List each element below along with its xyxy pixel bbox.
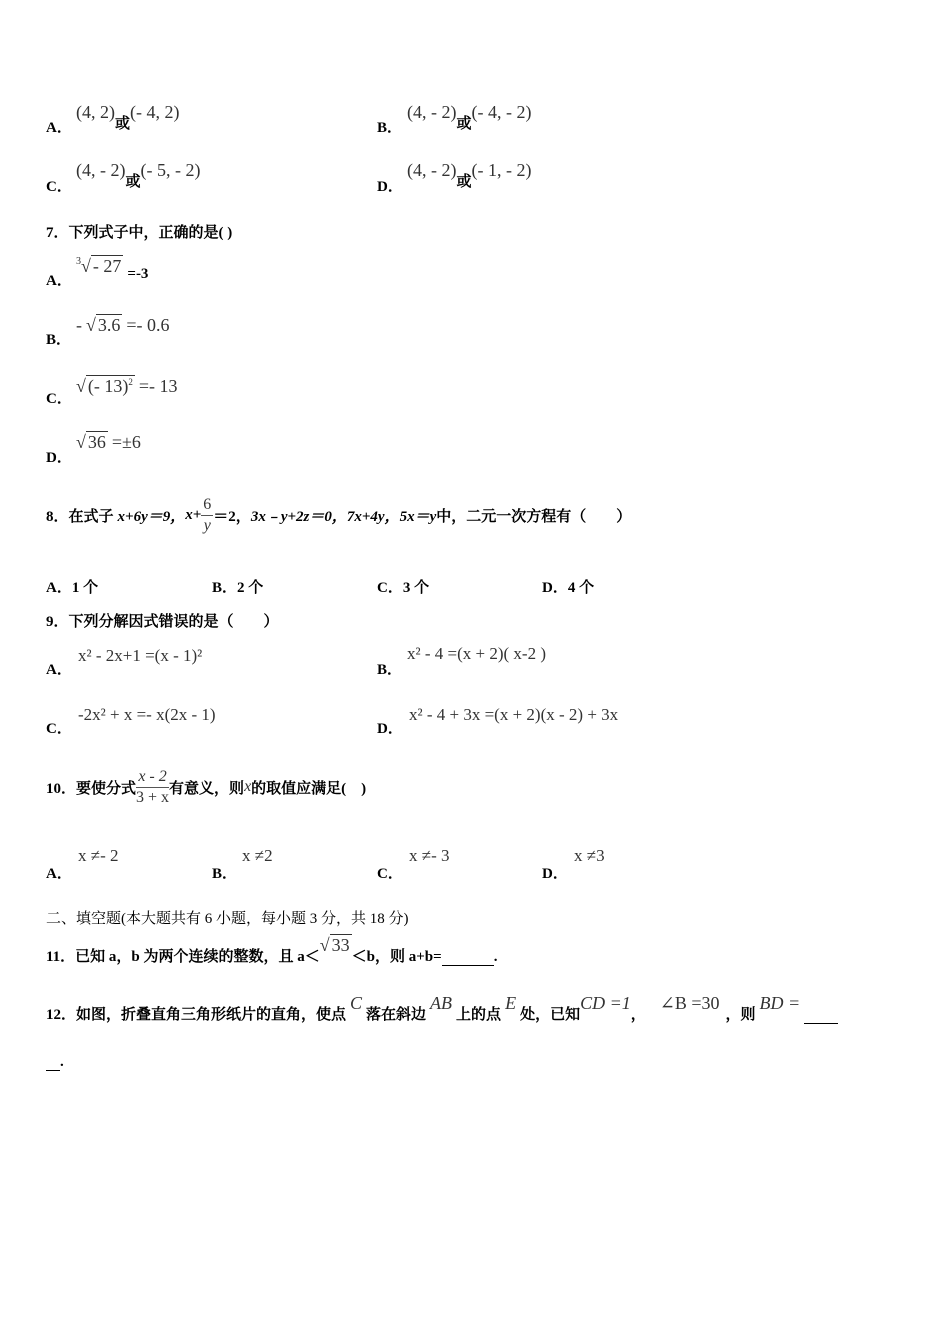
q8-e1: x+6y＝9， — [117, 508, 186, 525]
q6-c-point1: (4, - 2) — [76, 160, 126, 180]
q7-a-index: 3 — [76, 255, 81, 267]
q9-option-a-label: A． — [46, 662, 72, 678]
q10-pre: 10．要使分式 — [46, 780, 137, 797]
q11-stem: 11．已知 a，b 为两个连续的整数，且 a＜ √ 33 ＜b，则 a+b= . — [46, 935, 498, 965]
q7-option-b: - √ 3.6 =- 0.6 — [76, 315, 170, 335]
q8-frac-num: 6 — [201, 495, 213, 516]
q8-option-a: A．1 个 — [46, 580, 99, 596]
q7-stem: 7．下列式子中，正确的是( ) — [46, 225, 233, 241]
q7-c-radicand: (- 13) — [87, 376, 129, 396]
q7-option-c: √ (- 13)$^2$ =- 13 — [76, 376, 178, 396]
q8-frac-den: y — [203, 516, 211, 534]
q6-option-a-label: A． — [46, 120, 72, 136]
q12-end: . — [60, 1054, 64, 1070]
q10-mid: 有意义，则 — [169, 780, 245, 797]
q12-cond1: CD =1 — [580, 993, 631, 1013]
q12-t1: 落在斜边 — [366, 1007, 427, 1023]
q6-c-point2: (- 5, - 2) — [140, 160, 201, 180]
q8-num: 8．在式子 — [46, 508, 114, 525]
q7-b-rest: =- 0.6 — [126, 315, 170, 335]
q12-pre: 12．如图，折叠直角三角形纸片的直角，使点 — [46, 1007, 347, 1023]
q10-fraction — [136, 767, 169, 808]
q6-d-sep: 或 — [456, 174, 472, 190]
q8-fraction — [201, 495, 213, 536]
q7-d-rest: =±6 — [111, 432, 141, 452]
q12-stem — [46, 990, 838, 1024]
q12-comma2: ，则 — [725, 1007, 756, 1023]
q12-continuation — [46, 1054, 64, 1071]
q7-b-radicand: 3.6 — [97, 315, 121, 335]
q8-option-c: C．3 个 — [377, 580, 430, 596]
q10-option-c-expr: x ≠- 3 — [409, 846, 450, 865]
q9-option-c-expr: -2x² + x =- x(2x - 1) — [78, 705, 216, 724]
q6-c-sep: 或 — [125, 174, 141, 190]
q7-d-radicand: 36 — [87, 432, 106, 452]
section2-title: 二、填空题(本大题共有 6 小题，每小题 3 分，共 18 分) — [46, 911, 409, 927]
q6-option-d-label: D． — [377, 179, 403, 195]
q6-a-sep: 或 — [115, 116, 131, 132]
q10-option-a-label: A． — [46, 866, 72, 882]
q12-point-e: E — [505, 993, 517, 1013]
q7-c-rest: =- 13 — [138, 376, 178, 396]
q6-d-point1: (4, - 2) — [407, 160, 457, 180]
q8-tail: 中，二元一次方程有（ ） — [436, 508, 632, 525]
q7-c-sup: 2 — [128, 377, 133, 387]
q7-option-a: $^3$√ - 27 =-3 — [76, 255, 149, 282]
q10-option-d-label: D． — [542, 866, 568, 882]
q7-option-a-label: A． — [46, 273, 72, 289]
q12-point-c: C — [350, 993, 363, 1013]
q9-option-a-expr: x² - 2x+1 =(x - 1)² — [78, 646, 203, 665]
q6-option-b-label: B． — [377, 120, 403, 136]
q7-option-d: √ 36 =±6 — [76, 432, 141, 452]
q11-radicand: 33 — [331, 935, 350, 955]
q6-a-point2: (- 4, 2) — [130, 102, 180, 122]
q7-option-b-label: B． — [46, 332, 72, 348]
q6-option-c — [76, 160, 201, 190]
q12-ab: AB — [430, 993, 453, 1013]
q11-post: ＜b，则 a+b= — [351, 949, 442, 965]
q12-comma1: ， — [630, 1007, 646, 1023]
q10-option-b-label: B． — [212, 866, 238, 882]
q6-d-point2: (- 1, - 2) — [471, 160, 532, 180]
q8-e5: 5x＝y — [399, 508, 437, 525]
q8-option-b: B．2 个 — [212, 580, 264, 596]
q10-var: x — [244, 778, 252, 795]
q8-e3: 3x﹣y+2z＝0， — [250, 508, 347, 525]
q9-option-d-label: D． — [377, 721, 403, 737]
q6-option-d — [407, 160, 532, 190]
q10-option-c-label: C． — [377, 866, 403, 882]
q11-end: . — [493, 949, 498, 965]
q6-b-sep: 或 — [456, 116, 472, 132]
q6-b-point1: (4, - 2) — [407, 102, 457, 122]
q8-e4: 7x+4y， — [346, 508, 400, 525]
q10-stem — [46, 762, 366, 812]
q10-option-a-expr: x ≠- 2 — [78, 846, 119, 865]
q7-b-pre: - — [76, 315, 82, 335]
q6-option-c-label: C． — [46, 179, 72, 195]
q10-tail: 的取值应满足( ) — [251, 780, 367, 797]
q12-t3: 处，已知 — [520, 1007, 581, 1023]
q9-option-b-label: B． — [377, 662, 403, 678]
q12-answer-blank[interactable] — [804, 1023, 838, 1024]
q10-frac-den: 3 + x — [136, 788, 170, 806]
q8-e2post: ＝2， — [213, 508, 251, 525]
q11-pre: 11．已知 a，b 为两个连续的整数，且 a＜ — [46, 949, 320, 965]
q9-stem: 9．下列分解因式错误的是（ ） — [46, 614, 279, 630]
q11-answer-blank[interactable] — [442, 965, 494, 966]
q10-option-b-expr: x ≠2 — [242, 846, 273, 865]
q6-b-point2: (- 4, - 2) — [471, 102, 532, 122]
q12-ask: BD = — [759, 993, 801, 1013]
q10-option-d-expr: x ≠3 — [574, 846, 605, 865]
q10-frac-num: x - 2 — [136, 767, 168, 788]
q9-option-d-expr: x² - 4 + 3x =(x + 2)(x - 2) + 3x — [409, 705, 619, 724]
q8-e2pre: x+ — [185, 506, 202, 523]
q8-option-d: D．4 个 — [542, 580, 595, 596]
q12-t2: 上的点 — [456, 1007, 502, 1023]
q7-a-radicand: - 27 — [92, 256, 122, 276]
q7-a-rest: =-3 — [127, 266, 149, 282]
q9-option-c-label: C． — [46, 721, 72, 737]
q6-option-a — [76, 102, 180, 132]
q9-option-b-expr: x² - 4 =(x + 2)( x-2 ) — [407, 644, 546, 663]
q6-option-b — [407, 102, 532, 132]
q8-stem — [46, 490, 631, 540]
q12-cond2: ∠B =30 — [659, 993, 720, 1013]
q7-option-c-label: C． — [46, 391, 72, 407]
q7-option-d-label: D． — [46, 450, 72, 466]
q12-answer-blank-cont[interactable] — [46, 1054, 60, 1071]
q6-a-point1: (4, 2) — [76, 102, 115, 122]
